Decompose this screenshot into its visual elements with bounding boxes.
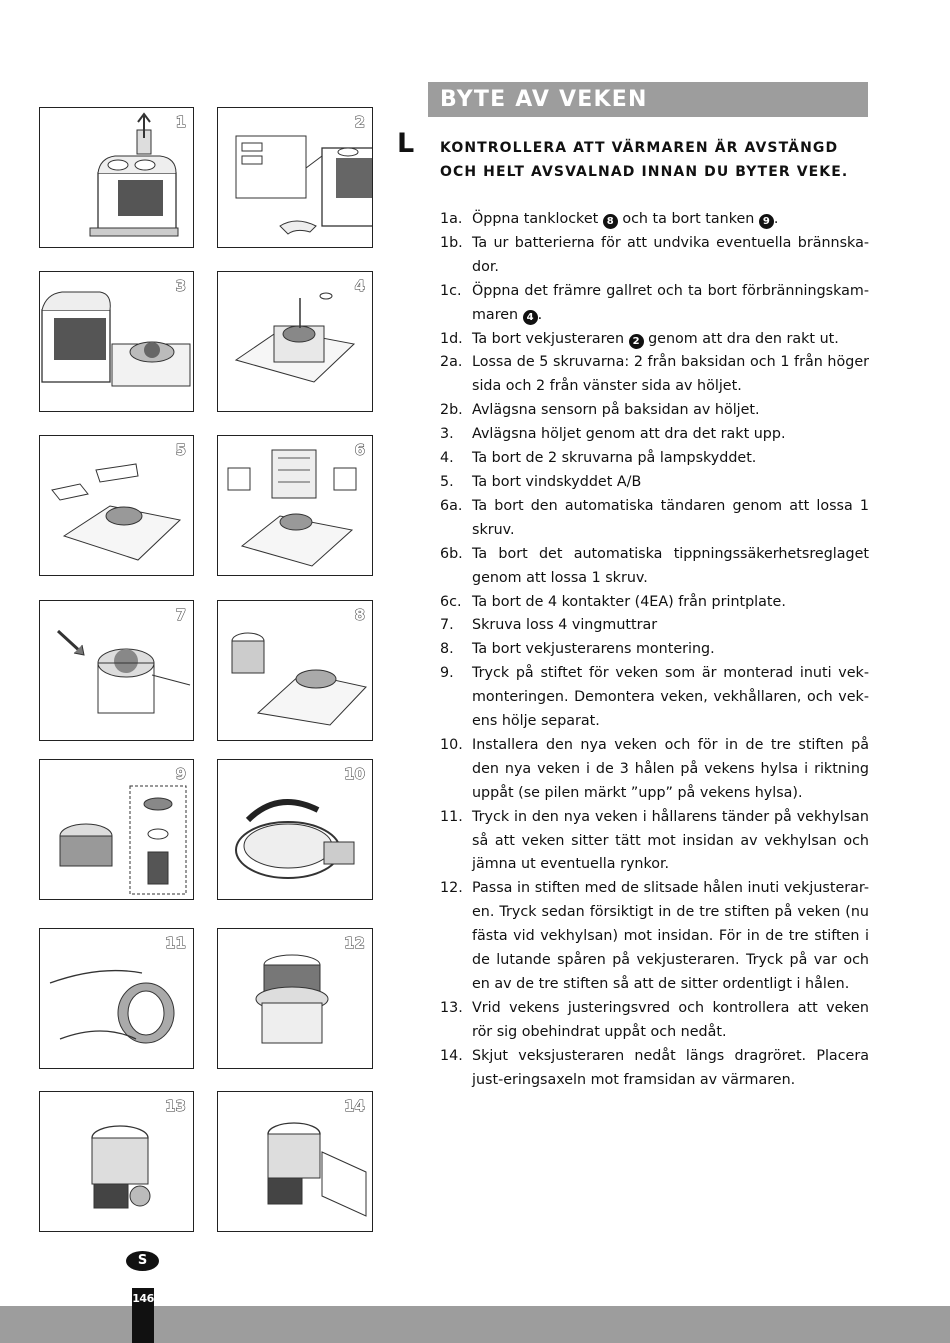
step-text: Ta bort vindskyddet A/B (472, 473, 642, 490)
instruction-step (440, 591, 869, 615)
step-text: Ta bort vekjusterarens montering. (472, 641, 715, 658)
step-text: Ta bort de 2 skruvarna på lampskyddet. (472, 450, 757, 467)
step-number: 6c. (440, 593, 462, 610)
section-letter: L (397, 128, 415, 159)
instruction-step (440, 734, 869, 806)
figure-number: 9 (175, 765, 186, 783)
wind-shield-removal-illustration (40, 436, 194, 576)
figure-number: 1 (175, 113, 186, 131)
step-text: Ta bort det automatiska tippningssäkerhetsreglaget genom att lossa 1 skruv. (472, 545, 869, 586)
step-text (472, 328, 869, 352)
figure-8 (217, 600, 373, 741)
figure-number: 12 (344, 934, 365, 952)
figure-number: 3 (175, 277, 186, 295)
step-text: Ta ur batterierna för att undvika eventuella brännska-dor. (472, 234, 869, 275)
instruction-step (440, 614, 869, 638)
igniter-and-pcb-illustration (218, 436, 373, 576)
instruction-step (440, 997, 869, 1045)
step-text-part: Ta bort vekjusteraren (472, 330, 629, 347)
figure-number: 4 (354, 277, 365, 295)
step-number: 3. (440, 426, 454, 443)
step-text: Vrid vekens justeringsvred och kontrollera att veken rör sig obehindrat uppåt och nedåt. (472, 999, 869, 1040)
step-number: 6b. (440, 545, 463, 562)
safety-warning: KONTROLLERA ATT VÄRMAREN ÄR AVSTÄNGD OCH HELT AVSVALNAD INNAN DU BYTER VEKE. (440, 140, 849, 180)
step-text-part: genom att dra den rakt ut. (643, 330, 839, 347)
heater-tank-removal-illustration (40, 108, 194, 248)
step-text: Ta bort de 4 kontakter (4EA) från printplate. (472, 593, 786, 610)
part-number-marker: 2 (629, 334, 644, 349)
step-text (472, 208, 869, 232)
step-number: 1c. (440, 282, 462, 299)
step-text (472, 280, 869, 328)
step-number: 10. (440, 736, 463, 753)
lamp-cover-screw-illustration (218, 272, 373, 412)
figure-number: 5 (175, 441, 186, 459)
step-number: 7. (440, 617, 454, 634)
step-text-part: . (537, 306, 543, 323)
wing-nut-illustration (40, 601, 194, 741)
instruction-step (440, 328, 869, 352)
instruction-step (440, 447, 869, 471)
figure-number: 2 (354, 113, 365, 131)
step-text-part: och ta bort tanken (617, 211, 759, 227)
figure-number: 8 (354, 606, 365, 624)
step-text: Lossa de 5 skruvarna: 2 från baksidan och 1 från höger sida och 2 från vänster sida av höljet. (472, 354, 869, 395)
wick-disassembly-illustration (40, 760, 194, 900)
instruction-step (440, 543, 869, 591)
figure-9 (39, 759, 194, 900)
figure-4 (217, 271, 373, 412)
step-number: 9. (440, 665, 454, 682)
figure-number: 11 (165, 934, 186, 952)
step-number: 2b. (440, 402, 463, 419)
step-number: 2a. (440, 354, 463, 371)
instruction-step (440, 877, 869, 997)
figure-1 (39, 107, 194, 248)
step-text: Tryck på stiftet för veken som är monterad inuti vek-monteringen. Demontera veken, vekhållaren, och vek-ens hölje separat. (472, 665, 869, 730)
instruction-step (440, 471, 869, 495)
step-text-part: . (773, 211, 779, 227)
section-title: BYTE AV VEKEN (440, 87, 648, 112)
instruction-step (440, 1045, 869, 1093)
step-number: 1a. (440, 211, 463, 227)
instruction-step (440, 280, 869, 328)
step-text-part: Öppna det främre gallret och ta bort förbränningskam-maren (472, 282, 869, 323)
grille-removal-illustration (40, 272, 194, 412)
step-text: Skruva loss 4 vingmuttrar (472, 617, 658, 634)
step-text: Skjut veksjusteraren nedåt längs dragröret. Placera just-eringsaxeln mot framsidan av värmaren. (472, 1047, 869, 1088)
figure-2 (217, 107, 373, 248)
figure-number: 7 (175, 606, 186, 624)
step-number: 14. (440, 1047, 463, 1064)
figure-number: 10 (344, 765, 365, 783)
instruction-step (440, 495, 869, 543)
step-text: Tryck in den nya veken i hållarens tänder på vekhylsan så att veken sitter tätt mot insidan av vekhylsan och jämna ut eventuella rynkor. (472, 808, 869, 873)
figure-5 (39, 435, 194, 576)
instruction-list (440, 208, 869, 1093)
step-text: Avlägsna sensorn på baksidan av höljet. (472, 402, 760, 419)
step-number: 6a. (440, 497, 463, 514)
step-number: 8. (440, 641, 454, 658)
instruction-step (440, 232, 869, 280)
figure-number: 13 (165, 1097, 186, 1115)
step-text-part: Öppna tanklocket (472, 211, 603, 227)
battery-removal-illustration (218, 108, 373, 248)
figure-13 (39, 1091, 194, 1232)
instruction-step (440, 399, 869, 423)
figure-7 (39, 600, 194, 741)
part-number-marker: 9 (759, 214, 774, 229)
step-text: Installera den nya veken och för in de tre stiften på den nya veken i de 3 hålen på vekens hylsa i riktning uppåt (se pilen märkt ”upp” på vekens hylsa). (472, 736, 869, 801)
step-text: Passa in stiften med de slitsade hålen inuti vekjusterar-en. Tryck sedan försiktigt in de tre stiften på veken (nu fästa vid vekhylsan) mot insidan. För in de tre stiften i de lutande spåren på vekjusteraren. Tryck på var och en av de tre stiften så att de sitter ordentligt i hålen. (472, 880, 869, 992)
figure-14 (217, 1091, 373, 1232)
instruction-step (440, 351, 869, 399)
step-number: 11. (440, 808, 463, 825)
language-badge: S (126, 1251, 159, 1271)
step-number: 4. (440, 450, 454, 467)
instruction-step (440, 662, 869, 734)
figure-number: 14 (344, 1097, 365, 1115)
step-number: 1b. (440, 234, 463, 251)
figure-number: 6 (354, 441, 365, 459)
figure-10 (217, 759, 373, 900)
figure-12 (217, 928, 373, 1069)
instruction-step (440, 806, 869, 878)
part-number-marker: 4 (523, 310, 538, 325)
wick-adjuster-assembly-illustration (218, 601, 373, 741)
instruction-step (440, 638, 869, 662)
step-text: Ta bort den automatiska tändaren genom att lossa 1 skruv. (472, 497, 869, 538)
step-number: 13. (440, 999, 463, 1016)
instruction-step (440, 423, 869, 447)
figure-6 (217, 435, 373, 576)
step-number: 1d. (440, 330, 463, 347)
part-number-marker: 8 (603, 214, 618, 229)
step-number: 5. (440, 473, 454, 490)
step-number: 12. (440, 880, 463, 897)
page-number: 146 (132, 1292, 154, 1305)
figure-11 (39, 928, 194, 1069)
instruction-step (440, 208, 869, 232)
figure-3 (39, 271, 194, 412)
section-title-bar (428, 82, 868, 117)
step-text: Avlägsna höljet genom att dra det rakt upp. (472, 426, 786, 443)
